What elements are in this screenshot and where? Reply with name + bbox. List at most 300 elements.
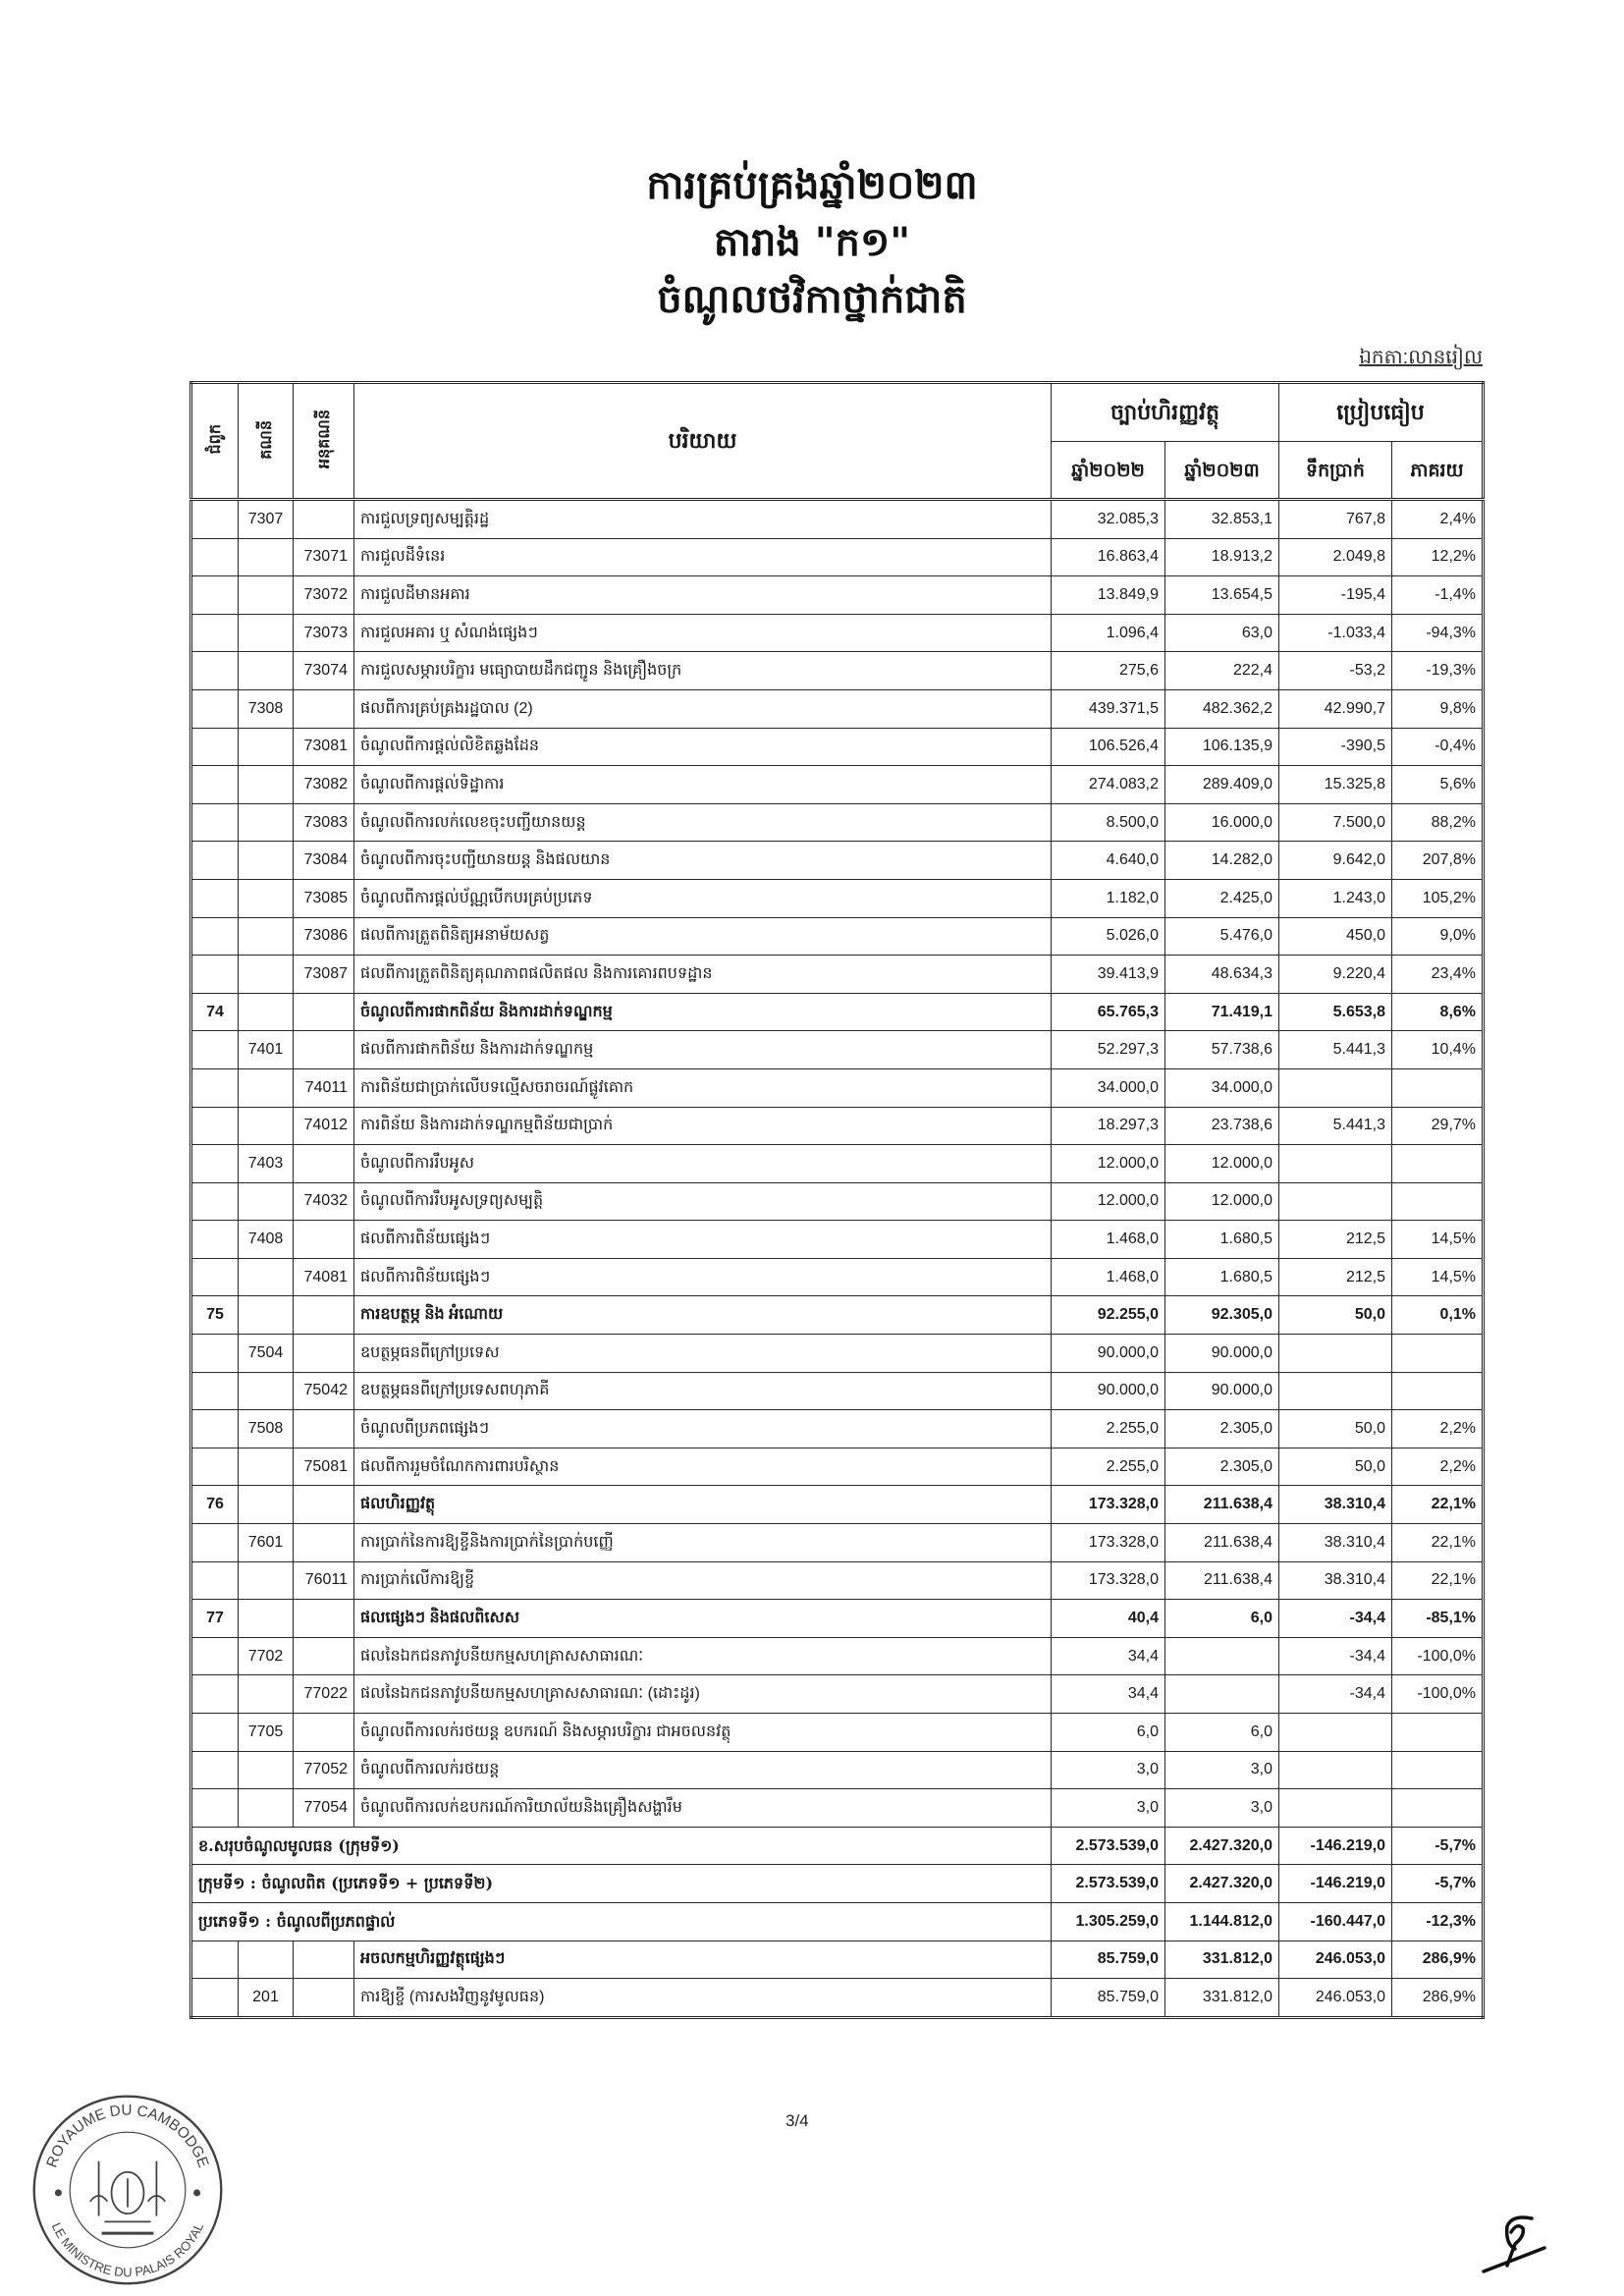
header-financial-law: ច្បាប់ហិរញ្ញវត្ថុ: [1052, 383, 1279, 442]
sub-account-cell: [294, 1486, 354, 1524]
chapter-cell: [191, 538, 239, 576]
table-row: [191, 1789, 1484, 1828]
difference-cell: 50,0: [1279, 1296, 1392, 1335]
amount-2023-cell: 23.738,6: [1165, 1107, 1279, 1145]
table-row: [191, 1561, 1484, 1600]
header-amount: ទឹកប្រាក់: [1279, 442, 1392, 500]
account-cell: 7401: [239, 1031, 294, 1069]
table-row: [191, 689, 1484, 728]
chapter-cell: [191, 1941, 239, 1979]
unit-label: ឯកតា:លានរៀល: [1359, 347, 1483, 368]
account-cell: 7504: [239, 1335, 294, 1373]
account-cell: [239, 1600, 294, 1638]
chapter-cell: [191, 803, 239, 842]
difference-cell: -34,4: [1279, 1675, 1392, 1714]
amount-2023-cell: [1165, 1637, 1279, 1675]
percent-cell: [1392, 1372, 1484, 1410]
sub-account-cell: [294, 1941, 354, 1979]
chapter-cell: [191, 1145, 239, 1183]
account-cell: [239, 993, 294, 1031]
difference-cell: -34,4: [1279, 1637, 1392, 1675]
sub-account-cell: [294, 1335, 354, 1373]
description-cell: ចំណូលពីការរឹបអូសទ្រព្យសម្បត្តិ: [354, 1182, 1052, 1221]
amount-2022-cell: 106.526,4: [1052, 728, 1165, 766]
amount-2023-cell: 1.680,5: [1165, 1221, 1279, 1259]
sub-account-cell: [294, 500, 354, 539]
difference-cell: [1279, 1751, 1392, 1789]
table-row: [191, 728, 1484, 766]
sub-account-cell: 73086: [294, 917, 354, 956]
difference-cell: -53,2: [1279, 652, 1392, 690]
percent-cell: [1392, 1335, 1484, 1373]
description-cell: ការប្រាក់នៃការឱ្យខ្ចីនិងការប្រាក់នៃប្រាក់បញ្ញើ: [354, 1524, 1052, 1562]
difference-cell: [1279, 1145, 1392, 1183]
chapter-cell: [191, 500, 239, 539]
sub-account-cell: 75081: [294, 1448, 354, 1486]
sub-account-cell: 73084: [294, 842, 354, 880]
description-cell: ចំណូលពីការលក់ឧបករណ៍ការិយាល័យនិងគ្រឿងសង្ហារឹម: [354, 1789, 1052, 1828]
difference-cell: 5.441,3: [1279, 1107, 1392, 1145]
account-cell: [239, 1182, 294, 1221]
account-cell: 7705: [239, 1714, 294, 1752]
difference-cell: [1279, 1714, 1392, 1752]
description-cell: ផលពីការពិន័យផ្សេងៗ: [354, 1258, 1052, 1296]
description-cell: ផលពីការរួមចំណែកការពារបរិស្ថាន: [354, 1448, 1052, 1486]
difference-cell: -146.219,0: [1279, 1827, 1392, 1865]
description-cell: ការពិន័យ និងការដាក់ទណ្ឌកម្មពិន័យជាប្រាក់: [354, 1107, 1052, 1145]
amount-2023-cell: 5.476,0: [1165, 917, 1279, 956]
difference-cell: 450,0: [1279, 917, 1392, 956]
table-row: [191, 1714, 1484, 1752]
description-cell: ផលផ្សេងៗ និងផលពិសេស: [354, 1600, 1052, 1638]
account-cell: [239, 1258, 294, 1296]
summary-description-cell: ក្រុមទី១ : ចំណូលពិត (ប្រភេទទី១ + ប្រភេទទី២): [191, 1865, 1052, 1903]
amount-2022-cell: 85.759,0: [1052, 1941, 1165, 1979]
account-cell: [239, 1107, 294, 1145]
amount-2023-cell: 331.812,0: [1165, 1941, 1279, 1979]
percent-cell: 2,4%: [1392, 500, 1484, 539]
description-cell: ផលនៃឯកជនភាវូបនីយកម្មសហគ្រាសសាធារណៈ: [354, 1637, 1052, 1675]
percent-cell: 8,6%: [1392, 993, 1484, 1031]
amount-2023-cell: 71.419,1: [1165, 993, 1279, 1031]
difference-cell: -160.447,0: [1279, 1902, 1392, 1941]
percent-cell: -19,3%: [1392, 652, 1484, 690]
difference-cell: [1279, 1372, 1392, 1410]
description-cell: ការជួលដីមានអគារ: [354, 576, 1052, 615]
amount-2023-cell: 2.427.320,0: [1165, 1865, 1279, 1903]
chapter-cell: [191, 1410, 239, 1449]
sub-account-cell: [294, 1600, 354, 1638]
summary-description-cell: ប្រភេទទី១ : ចំណូលពីប្រភពផ្ទាល់: [191, 1902, 1052, 1941]
header-chapter: [191, 383, 239, 500]
percent-cell: -5,7%: [1392, 1827, 1484, 1865]
table-row: [191, 1068, 1484, 1107]
chapter-cell: [191, 1182, 239, 1221]
percent-cell: [1392, 1714, 1484, 1752]
chapter-cell: [191, 576, 239, 615]
sub-account-cell: 75042: [294, 1372, 354, 1410]
account-cell: [239, 1372, 294, 1410]
amount-2022-cell: 6,0: [1052, 1714, 1165, 1752]
amount-2022-cell: 1.182,0: [1052, 879, 1165, 917]
chapter-cell: [191, 1524, 239, 1562]
description-cell: ចំណូលពីការផាកពិន័យ និងការដាក់ទណ្ឌកម្ម: [354, 993, 1052, 1031]
amount-2022-cell: 274.083,2: [1052, 766, 1165, 804]
royal-emblem-icon: [90, 2161, 165, 2234]
amount-2023-cell: 3,0: [1165, 1789, 1279, 1828]
amount-2023-cell: 63,0: [1165, 614, 1279, 652]
sub-account-cell: 76011: [294, 1561, 354, 1600]
table-row: [191, 1258, 1484, 1296]
amount-2022-cell: 2.255,0: [1052, 1448, 1165, 1486]
description-cell: ការពិន័យជាប្រាក់លើបទល្មើសចរាចរណ៍ផ្លូវគោក: [354, 1068, 1052, 1107]
table-row: [191, 1979, 1484, 2018]
sub-account-cell: [294, 1221, 354, 1259]
description-cell: ការប្រាក់លើការឱ្យខ្ចី: [354, 1561, 1052, 1600]
amount-2023-cell: 211.638,4: [1165, 1486, 1279, 1524]
percent-cell: [1392, 1068, 1484, 1107]
chapter-cell: [191, 1068, 239, 1107]
account-cell: 7403: [239, 1145, 294, 1183]
table-row: [191, 766, 1484, 804]
sub-account-cell: [294, 1031, 354, 1069]
amount-2022-cell: 173.328,0: [1052, 1486, 1165, 1524]
account-cell: 7307: [239, 500, 294, 539]
chapter-cell: [191, 1751, 239, 1789]
amount-2022-cell: 3,0: [1052, 1789, 1165, 1828]
account-cell: [239, 614, 294, 652]
amount-2023-cell: 3,0: [1165, 1751, 1279, 1789]
percent-cell: 29,7%: [1392, 1107, 1484, 1145]
sub-account-cell: 73071: [294, 538, 354, 576]
table-row: [191, 1372, 1484, 1410]
account-cell: [239, 1296, 294, 1335]
amount-2022-cell: 90.000,0: [1052, 1335, 1165, 1373]
difference-cell: 50,0: [1279, 1448, 1392, 1486]
amount-2022-cell: 1.305.259,0: [1052, 1902, 1165, 1941]
chapter-cell: [191, 1107, 239, 1145]
table-row: [191, 879, 1484, 917]
account-cell: [239, 956, 294, 994]
stamp-text-bottom: LE MINISTRE DU PALAIS ROYAL: [48, 2220, 207, 2280]
percent-cell: 2,2%: [1392, 1448, 1484, 1486]
percent-cell: 88,2%: [1392, 803, 1484, 842]
sub-account-cell: 73087: [294, 956, 354, 994]
table-row: [191, 1410, 1484, 1449]
amount-2022-cell: 16.863,4: [1052, 538, 1165, 576]
percent-cell: 5,6%: [1392, 766, 1484, 804]
amount-2023-cell: 90.000,0: [1165, 1335, 1279, 1373]
sub-account-cell: [294, 1296, 354, 1335]
description-cell: ចំណូលពីការចុះបញ្ជីយានយន្ត និងផលយាន: [354, 842, 1052, 880]
account-cell: 7408: [239, 1221, 294, 1259]
description-cell: ផលពីការពិន័យផ្សេងៗ: [354, 1221, 1052, 1259]
chapter-cell: 74: [191, 993, 239, 1031]
amount-2022-cell: 8.500,0: [1052, 803, 1165, 842]
chapter-cell: [191, 879, 239, 917]
table-row: [191, 1448, 1484, 1486]
document-header: [0, 157, 1624, 328]
amount-2023-cell: 16.000,0: [1165, 803, 1279, 842]
description-cell: ការជួលទ្រព្យសម្បត្តិរដ្ឋ: [354, 500, 1052, 539]
account-cell: [239, 879, 294, 917]
percent-cell: 22,1%: [1392, 1524, 1484, 1562]
account-cell: [239, 538, 294, 576]
sub-account-cell: [294, 1979, 354, 2018]
description-cell: ផលនៃឯកជនភាវូបនីយកម្មសហគ្រាសសាធារណៈ (ដោះដូរ): [354, 1675, 1052, 1714]
description-cell: អចលកម្មហិរញ្ញវត្ថុផ្សេងៗ: [354, 1941, 1052, 1979]
difference-cell: 1.243,0: [1279, 879, 1392, 917]
amount-2023-cell: 2.305,0: [1165, 1448, 1279, 1486]
difference-cell: 246.053,0: [1279, 1941, 1392, 1979]
difference-cell: 7.500,0: [1279, 803, 1392, 842]
amount-2023-cell: 6,0: [1165, 1714, 1279, 1752]
header-sub-account: [294, 383, 354, 500]
percent-cell: 22,1%: [1392, 1486, 1484, 1524]
amount-2022-cell: 12.000,0: [1052, 1145, 1165, 1183]
account-cell: [239, 1448, 294, 1486]
amount-2023-cell: 2.425,0: [1165, 879, 1279, 917]
amount-2022-cell: 439.371,5: [1052, 689, 1165, 728]
table-row: [191, 993, 1484, 1031]
table-row: [191, 1145, 1484, 1183]
percent-cell: 9,8%: [1392, 689, 1484, 728]
description-cell: ចំណូលពីការរឹបអូស: [354, 1145, 1052, 1183]
amount-2023-cell: 13.654,5: [1165, 576, 1279, 615]
description-cell: ផលពីការគ្រប់គ្រងរដ្ឋបាល (2): [354, 689, 1052, 728]
percent-cell: 286,9%: [1392, 1979, 1484, 2018]
percent-cell: -0,4%: [1392, 728, 1484, 766]
percent-cell: 14,5%: [1392, 1258, 1484, 1296]
difference-cell: -195,4: [1279, 576, 1392, 615]
sub-account-cell: [294, 1714, 354, 1752]
account-cell: [239, 1789, 294, 1828]
amount-2023-cell: 90.000,0: [1165, 1372, 1279, 1410]
difference-cell: 5.441,3: [1279, 1031, 1392, 1069]
title-line-2: តារាង "ក១": [713, 219, 911, 265]
difference-cell: 246.053,0: [1279, 1979, 1392, 2018]
percent-cell: 9,0%: [1392, 917, 1484, 956]
header-account: [239, 383, 294, 500]
header-percent: ភាគរយ: [1392, 442, 1484, 500]
amount-2022-cell: 34,4: [1052, 1675, 1165, 1714]
percent-cell: 12,2%: [1392, 538, 1484, 576]
chapter-cell: 76: [191, 1486, 239, 1524]
sub-account-cell: [294, 993, 354, 1031]
amount-2022-cell: 65.765,3: [1052, 993, 1165, 1031]
difference-cell: 5.653,8: [1279, 993, 1392, 1031]
amount-2022-cell: 173.328,0: [1052, 1561, 1165, 1600]
table-row: [191, 1637, 1484, 1675]
amount-2023-cell: 106.135,9: [1165, 728, 1279, 766]
chapter-cell: [191, 1561, 239, 1600]
amount-2023-cell: 331.812,0: [1165, 1979, 1279, 2018]
chapter-cell: [191, 1714, 239, 1752]
description-cell: ការជួលសម្ភារបរិក្ខារ មធ្យោបាយដឹកជញ្ជូន និងគ្រឿងចក្រ: [354, 652, 1052, 690]
table-row: [191, 803, 1484, 842]
chapter-cell: [191, 689, 239, 728]
header-sub-account-label: អនុគណនី: [313, 410, 333, 469]
chapter-cell: [191, 1221, 239, 1259]
amount-2023-cell: 2.427.320,0: [1165, 1827, 1279, 1865]
account-cell: [239, 917, 294, 956]
chapter-cell: 77: [191, 1600, 239, 1638]
percent-cell: [1392, 1145, 1484, 1183]
amount-2022-cell: 34,4: [1052, 1637, 1165, 1675]
difference-cell: 212,5: [1279, 1258, 1392, 1296]
account-cell: [239, 1486, 294, 1524]
chapter-cell: [191, 1979, 239, 2018]
account-cell: [239, 1675, 294, 1714]
title-line-3: ចំណូលថវិកាថ្នាក់ជាតិ: [657, 276, 967, 322]
table-row: [191, 1751, 1484, 1789]
table-row: [191, 917, 1484, 956]
chapter-cell: [191, 1335, 239, 1373]
table-row: [191, 1486, 1484, 1524]
chapter-cell: [191, 917, 239, 956]
amount-2022-cell: 1.468,0: [1052, 1258, 1165, 1296]
difference-cell: 50,0: [1279, 1410, 1392, 1449]
sub-account-cell: 73073: [294, 614, 354, 652]
sub-account-cell: [294, 689, 354, 728]
description-cell: ចំណូលពីការលក់លេខចុះបញ្ជីយានយន្ត: [354, 803, 1052, 842]
account-cell: 7508: [239, 1410, 294, 1449]
amount-2022-cell: 34.000,0: [1052, 1068, 1165, 1107]
difference-cell: [1279, 1335, 1392, 1373]
percent-cell: -100,0%: [1392, 1637, 1484, 1675]
account-cell: 7601: [239, 1524, 294, 1562]
percent-cell: -12,3%: [1392, 1902, 1484, 1941]
description-cell: ផលពីការត្រួតពិនិត្យគុណភាពផលិតផល និងការគោរពបទដ្ឋាន: [354, 956, 1052, 994]
difference-cell: 767,8: [1279, 500, 1392, 539]
header-account-label: គណនី: [255, 419, 275, 460]
amount-2022-cell: 32.085,3: [1052, 500, 1165, 539]
account-cell: [239, 576, 294, 615]
percent-cell: 207,8%: [1392, 842, 1484, 880]
difference-cell: [1279, 1789, 1392, 1828]
percent-cell: [1392, 1751, 1484, 1789]
sub-account-cell: 73085: [294, 879, 354, 917]
amount-2022-cell: 5.026,0: [1052, 917, 1165, 956]
account-cell: 7308: [239, 689, 294, 728]
description-cell: ផលហិរញ្ញវត្ថុ: [354, 1486, 1052, 1524]
table-row: [191, 1296, 1484, 1335]
difference-cell: [1279, 1182, 1392, 1221]
amount-2023-cell: 92.305,0: [1165, 1296, 1279, 1335]
summary-row: [191, 1865, 1484, 1903]
description-cell: ចំណូលពីការលក់រថយន្ត: [354, 1751, 1052, 1789]
percent-cell: [1392, 1182, 1484, 1221]
chapter-cell: [191, 728, 239, 766]
header-year-2023: ឆ្នាំ២០២៣: [1165, 442, 1279, 500]
difference-cell: 212,5: [1279, 1221, 1392, 1259]
percent-cell: 14,5%: [1392, 1221, 1484, 1259]
amount-2023-cell: 34.000,0: [1165, 1068, 1279, 1107]
description-cell: ការជួលអគារ ឬ សំណង់ផ្សេងៗ: [354, 614, 1052, 652]
description-cell: ការឱ្យខ្ចី (ការសងវិញនូវមូលធន): [354, 1979, 1052, 2018]
royal-seal-stamp: [29, 2092, 226, 2288]
amount-2022-cell: 1.468,0: [1052, 1221, 1165, 1259]
chapter-cell: [191, 1637, 239, 1675]
amount-2022-cell: 39.413,9: [1052, 956, 1165, 994]
title-line-1: ការគ្រប់គ្រងឆ្នាំ២០២៣: [646, 162, 978, 208]
difference-cell: 38.310,4: [1279, 1561, 1392, 1600]
amount-2022-cell: 12.000,0: [1052, 1182, 1165, 1221]
sub-account-cell: 73083: [294, 803, 354, 842]
amount-2023-cell: 6,0: [1165, 1600, 1279, 1638]
amount-2023-cell: [1165, 1675, 1279, 1714]
sub-account-cell: 74012: [294, 1107, 354, 1145]
account-cell: [239, 766, 294, 804]
account-cell: [239, 1561, 294, 1600]
header-description: បរិយាយ: [354, 383, 1052, 500]
difference-cell: 38.310,4: [1279, 1486, 1392, 1524]
amount-2022-cell: 40,4: [1052, 1600, 1165, 1638]
sub-account-cell: [294, 1410, 354, 1449]
chapter-cell: [191, 1675, 239, 1714]
difference-cell: 38.310,4: [1279, 1524, 1392, 1562]
sub-account-cell: [294, 1524, 354, 1562]
difference-cell: -390,5: [1279, 728, 1392, 766]
percent-cell: 0,1%: [1392, 1296, 1484, 1335]
description-cell: ផលពីការផាកពិន័យ និងការដាក់ទណ្ឌកម្ម: [354, 1031, 1052, 1069]
stamp-text-top: ROYAUME DU CAMBODGE: [43, 2102, 212, 2170]
description-cell: ចំណូលពីប្រភពផ្សេងៗ: [354, 1410, 1052, 1449]
percent-cell: 22,1%: [1392, 1561, 1484, 1600]
amount-2022-cell: 92.255,0: [1052, 1296, 1165, 1335]
percent-cell: -94,3%: [1392, 614, 1484, 652]
percent-cell: [1392, 1789, 1484, 1828]
difference-cell: -146.219,0: [1279, 1865, 1392, 1903]
header-year-2022: ឆ្នាំ២០២២: [1052, 442, 1165, 500]
description-cell: ចំណូលពីការលក់រថយន្ត ឧបករណ៍ និងសម្ភារបរិក្ខារ ជាអចលនវត្ថុ: [354, 1714, 1052, 1752]
table-row: [191, 576, 1484, 615]
percent-cell: 23,4%: [1392, 956, 1484, 994]
description-cell: ការជួលដីទំនេរ: [354, 538, 1052, 576]
description-cell: ឧបត្ថម្ភធនពីក្រៅប្រទេសពហុភាគី: [354, 1372, 1052, 1410]
difference-cell: 9.642,0: [1279, 842, 1392, 880]
table-row: [191, 1221, 1484, 1259]
description-cell: ចំណូលពីការផ្តល់ទិដ្ឋាការ: [354, 766, 1052, 804]
amount-2023-cell: 1.144.812,0: [1165, 1902, 1279, 1941]
percent-cell: 286,9%: [1392, 1941, 1484, 1979]
table-row: [191, 1600, 1484, 1638]
amount-2022-cell: 52.297,3: [1052, 1031, 1165, 1069]
table-row: [191, 500, 1484, 539]
table-row: [191, 1182, 1484, 1221]
table-row: [191, 652, 1484, 690]
account-cell: [239, 1941, 294, 1979]
account-cell: [239, 803, 294, 842]
account-cell: [239, 1751, 294, 1789]
sub-account-cell: 73081: [294, 728, 354, 766]
page-number: 3/4: [785, 2111, 809, 2130]
table-row: [191, 956, 1484, 994]
summary-row: [191, 1827, 1484, 1865]
percent-cell: 2,2%: [1392, 1410, 1484, 1449]
amount-2023-cell: 211.638,4: [1165, 1561, 1279, 1600]
amount-2022-cell: 1.096,4: [1052, 614, 1165, 652]
amount-2023-cell: 12.000,0: [1165, 1145, 1279, 1183]
table-row: [191, 1107, 1484, 1145]
revenue-table: [189, 381, 1485, 2019]
description-cell: ឧបត្ថម្ភធនពីក្រៅប្រទេស: [354, 1335, 1052, 1373]
sub-account-cell: 73082: [294, 766, 354, 804]
table-row: [191, 1675, 1484, 1714]
amount-2023-cell: 57.738,6: [1165, 1031, 1279, 1069]
amount-2023-cell: 12.000,0: [1165, 1182, 1279, 1221]
percent-cell: -5,7%: [1392, 1865, 1484, 1903]
